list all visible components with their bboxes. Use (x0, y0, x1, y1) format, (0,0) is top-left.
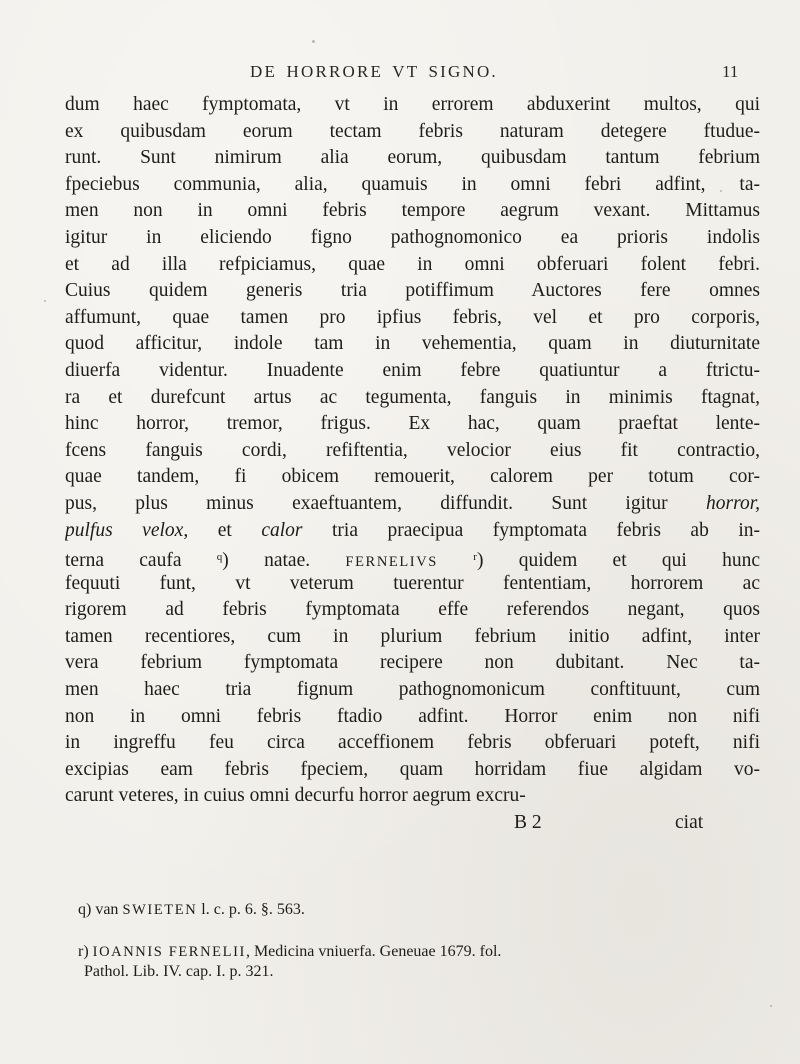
text-line: excipias eam febris fpeciem, quam horridam fiue algidam vo- (65, 758, 760, 780)
text-line: non in omni febris ftadio adfint. Horror enim non nifi (65, 705, 760, 727)
text-line: fpeciebus communia, alia, quamuis in omni febri adfint, ta- (65, 173, 760, 195)
text-run: pus, plus minus exaeftuantem, diffundit. Sunt igitur (65, 492, 668, 514)
author-name-fernelius: FERNELIVS (345, 554, 438, 571)
footnote-author-prefix: van (95, 901, 119, 918)
text-line: ra et durefcunt artus ac tegumenta, fanguis in minimis ftagnat, (65, 386, 760, 408)
footnote-ref-q: q (216, 551, 223, 564)
text-line: vera febrium fymptomata recipere non dubitant. Nec ta- (65, 652, 760, 674)
footnote-divider (95, 892, 735, 893)
paper-speck (770, 1005, 772, 1007)
text-run: et (217, 519, 232, 541)
footnote-mark: r) (78, 943, 89, 960)
text-line: diuerfa videntur. Inuadente enim febre quatiuntur a ftrictu- (65, 359, 760, 381)
text-line: fequuti funt, vt veterum tuerentur fententiam, horrorem ac (65, 572, 760, 594)
text-line-with-notes: terna caufa $^q$) natae. FERNELIVS $^r$) quidem et qui hunc (65, 550, 760, 571)
text-line: hinc horror, tremor, frigus. Ex hac, quam praeftat lente- (65, 413, 760, 435)
text-line-with-italic (65, 491, 760, 518)
text-line: rigorem ad febris fymptomata effe referendos negant, quos (65, 599, 760, 621)
text-line: fcens fanguis cordi, refiftentia, velocior eius fit contractio, (65, 439, 760, 461)
text-line: quae tandem, fi obicem remouerit, calorem per totum cor- (65, 466, 760, 488)
italic-term-calor: calor (261, 519, 303, 541)
text-run: tria praecipua fymptomata febris ab in- (332, 519, 760, 541)
text-line: igitur in eliciendo figno pathognomonico ea prioris indolis (65, 226, 760, 248)
text-line: ex quibusdam eorum tectam febris naturam detegere ftudue- (65, 120, 760, 142)
text-run: terna caufa (65, 550, 182, 571)
footnote-q (78, 900, 758, 920)
text-line-with-italic (65, 518, 760, 545)
paper-speck (312, 40, 315, 43)
text-run: quidem et qui hunc (518, 550, 760, 571)
text-line: carunt veteres, in cuius omni decurfu horror aegrum excru- (65, 785, 526, 807)
signature-mark: B 2 (514, 812, 542, 834)
signature-line (65, 810, 760, 837)
catchword: ciat (675, 812, 704, 834)
footnote-author: SWIETEN (122, 902, 198, 918)
text-line: in ingreffu feu circa acceffionem febris obferuari poteft, nifi (65, 732, 760, 754)
footnote-mark: q) (78, 901, 92, 918)
running-head-title: DE HORRORE VT SIGNO. (250, 62, 498, 81)
text-line: quod afficitur, indole tam in vehementia, quam in diuturnitate (65, 333, 760, 355)
footnotes-block (78, 900, 758, 982)
italic-term-pulsus: pulfus velox, (65, 519, 189, 541)
paper-speck (44, 300, 46, 302)
text-line: Cuius quidem generis tria potiffimum Auctores fere omnes (65, 280, 760, 302)
footnote-ref-r: r (473, 551, 477, 564)
text-line: affumunt, quae tamen pro ipfius febris, vel et pro corporis, (65, 306, 760, 328)
text-run: natae. (264, 550, 311, 571)
page-number: 11 (722, 62, 739, 81)
text-line: men non in omni febris tempore aegrum vexant. Mittamus (65, 200, 760, 222)
footnote-reference: l. c. p. 6. §. 563. (201, 901, 305, 918)
footnote-r: r) IOANNIS FERNELII, Medicina vniuerfa. Geneuae 1679. fol. (78, 943, 502, 960)
footnote-author: IOANNIS FERNELII (92, 944, 246, 960)
footnote-title: Medicina vniuerfa. Geneuae 1679. fol. (253, 943, 502, 960)
main-text-block (65, 92, 760, 837)
text-line: dum haec fymptomata, vt in errorem abduxerint multos, qui (65, 94, 760, 115)
text-line: tamen recentiores, cum in plurium febrium initio adfint, inter (65, 625, 760, 647)
footnote-r-continuation: Pathol. Lib. IV. cap. I. p. 321. (84, 963, 274, 980)
text-line: et ad illa refpiciamus, quae in omni obferuari folent febri. (65, 253, 760, 275)
text-line: runt. Sunt nimirum alia eorum, quibusdam tantum febrium (65, 147, 760, 169)
text-line: men haec tria fignum pathognomonicum conftituunt, cum (65, 679, 760, 701)
italic-term-horror: horror, (705, 492, 760, 514)
